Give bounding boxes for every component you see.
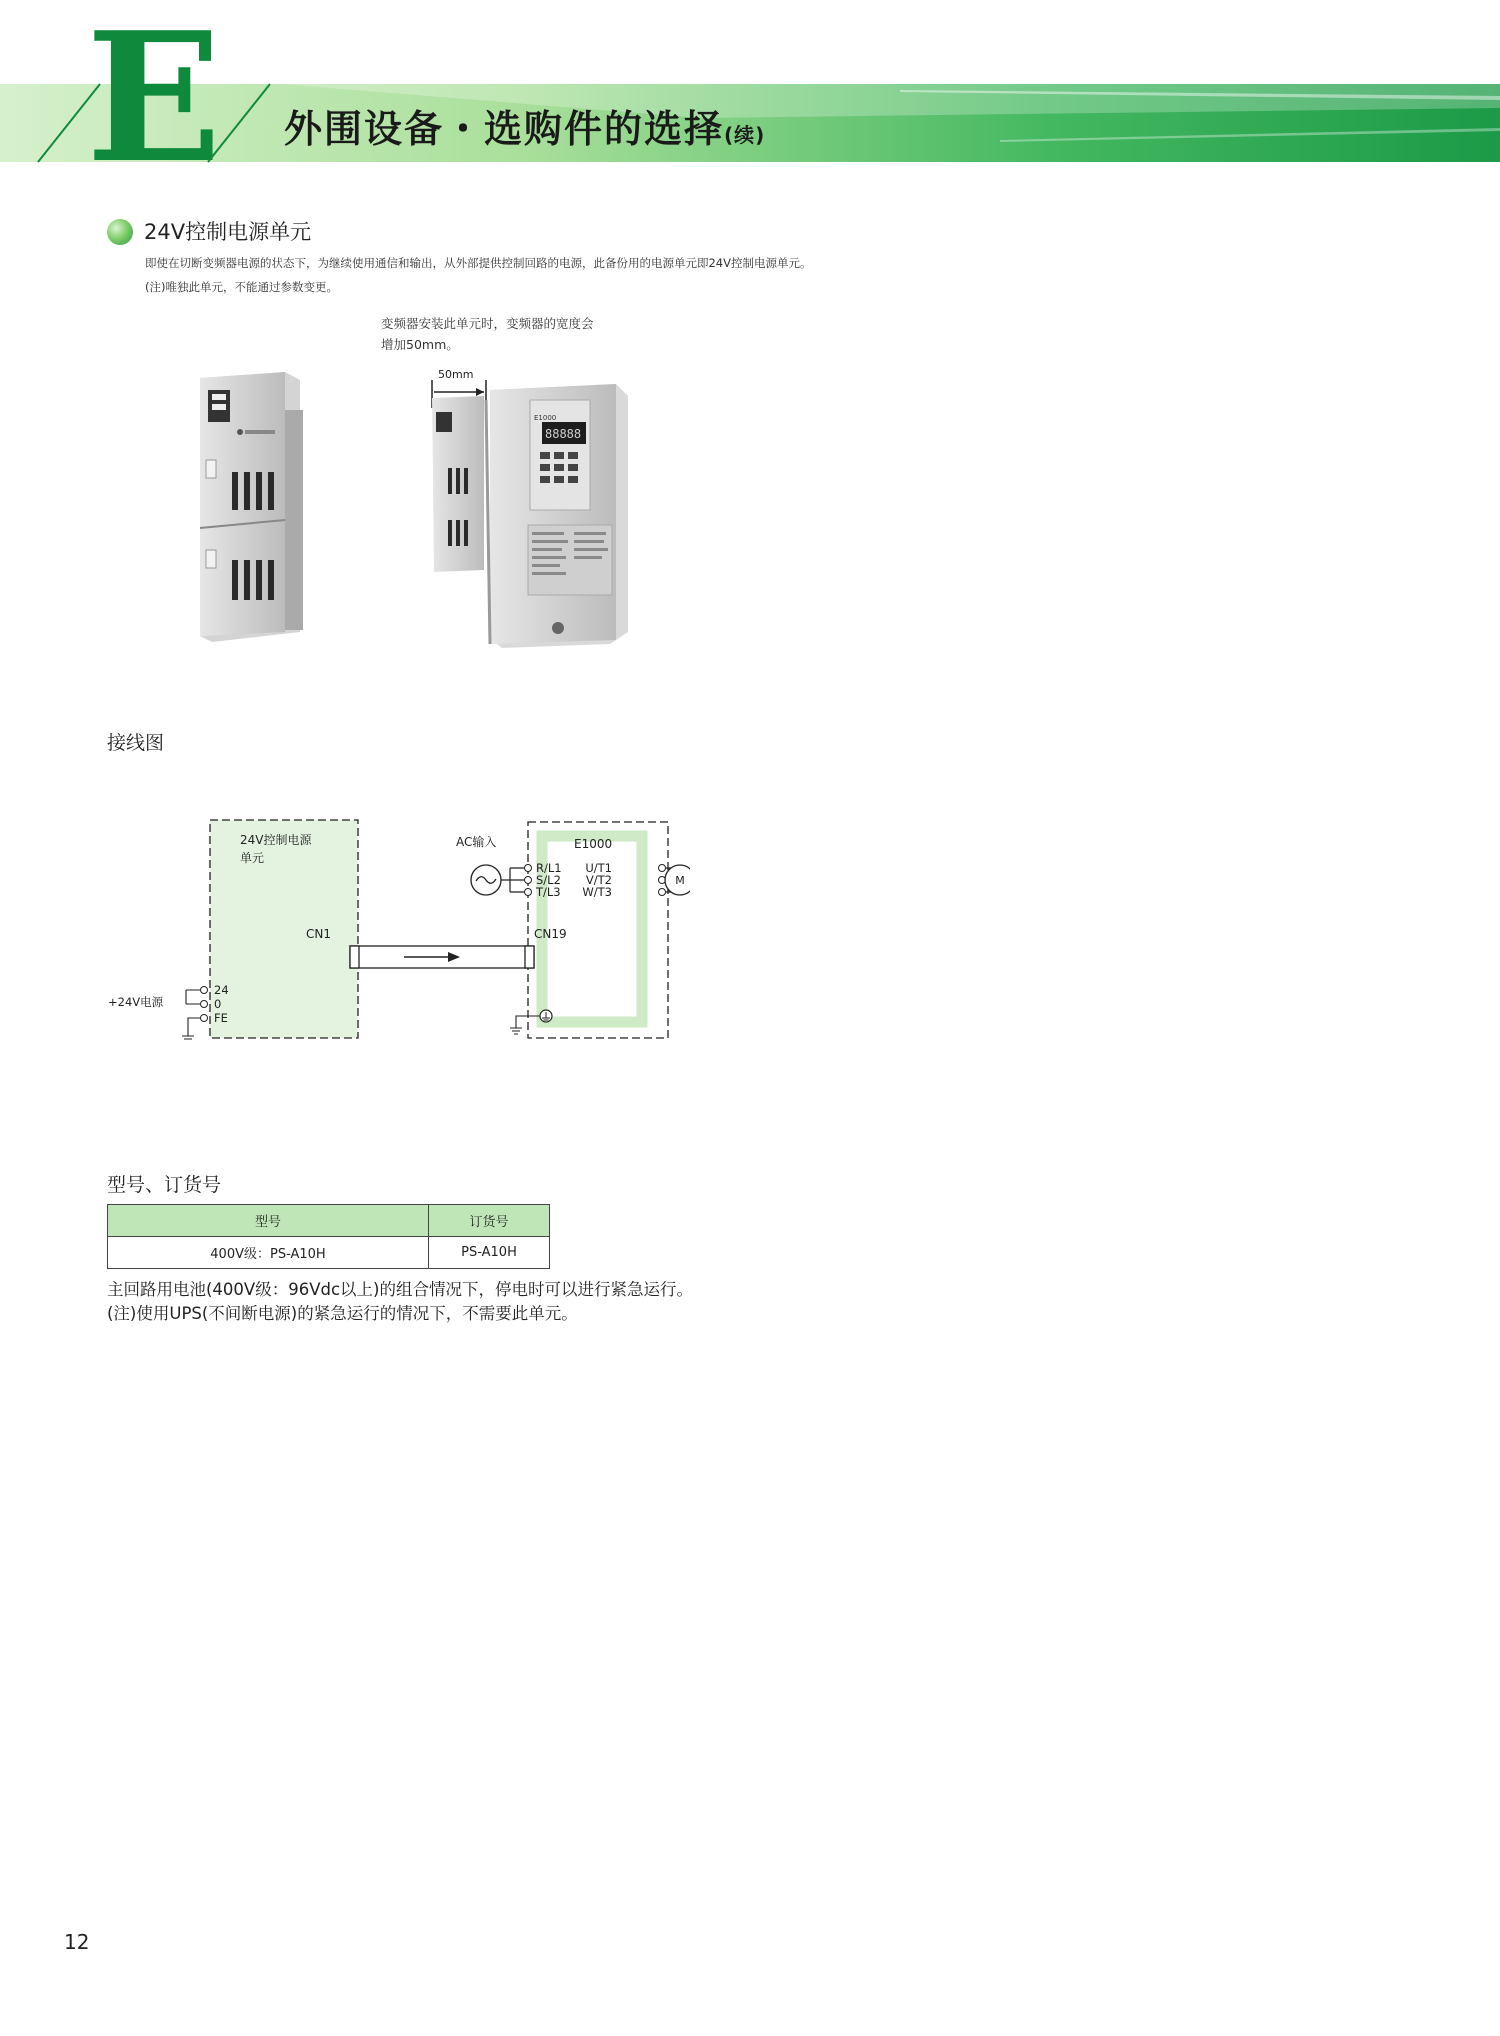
power-unit-label-2: 单元 — [240, 851, 265, 865]
terminal-u: U/T1 — [585, 861, 612, 875]
inverter-label: E1000 — [534, 414, 557, 422]
wiring-diagram — [100, 810, 690, 1060]
column-header-model: 型号 — [108, 1205, 429, 1237]
section-bullet-icon — [107, 219, 133, 245]
model-heading: 型号、订货号 — [107, 1174, 222, 1196]
power-unit-label-1: 24V控制电源 — [240, 833, 312, 847]
inverter-box-label: E1000 — [574, 837, 613, 851]
supply-terminal-24: 24 — [214, 983, 229, 997]
power-unit-box — [210, 820, 358, 1038]
table-header-row — [108, 1205, 550, 1237]
supply-label: +24V电源 — [108, 995, 164, 1009]
cn1-label: CN1 — [306, 927, 331, 941]
cn19-label: CN19 — [534, 927, 567, 941]
terminal-s: S/L2 — [536, 873, 561, 887]
section-description: 即使在切断变频器电源的状态下，为继续使用通信和输出，从外部提供控制回路的电源，此备份用的电源单元即24V控制电源单元。 — [145, 256, 812, 270]
terminal-v: V/T2 — [585, 873, 612, 887]
page-title — [284, 98, 765, 153]
table-row — [108, 1237, 550, 1269]
terminal-t: T/L3 — [536, 885, 561, 899]
image-caption-line-2: 增加50mm。 — [381, 337, 459, 352]
page-number: 12 — [64, 1930, 90, 1954]
display-readout: 88888 — [545, 427, 582, 441]
cell-order-no: PS-A10H — [429, 1237, 550, 1269]
supply-terminal-fe: FE — [214, 1011, 228, 1025]
product-photos — [190, 360, 640, 660]
image-caption-line-1: 变频器安装此单元时，变频器的宽度会 — [381, 316, 594, 331]
page-title-text: 外围设备・选购件的选择 — [284, 107, 725, 151]
supply-ground-icon — [182, 990, 200, 1039]
terminal-w: W/T3 — [582, 885, 612, 899]
supply-terminal-0: 0 — [214, 997, 222, 1011]
model-table — [107, 1204, 550, 1269]
ups-note: (注)使用UPS(不间断电源)的紧急运行的情况下，不需要此单元。 — [107, 1304, 578, 1323]
section-title: 24V控制电源单元 — [144, 220, 312, 244]
dimension-label: 50mm — [438, 368, 474, 381]
wiring-heading: 接线图 — [107, 732, 165, 754]
motor-label: M — [675, 874, 685, 887]
power-unit-photo — [200, 372, 303, 642]
terminal-r: R/L1 — [536, 861, 562, 875]
page-title-suffix: (续) — [724, 123, 766, 147]
usage-note: 主回路用电池(400V级：96Vdc以上)的组合情况下，停电时可以进行紧急运行。 — [107, 1280, 693, 1299]
ac-input-label: AC输入 — [456, 835, 497, 849]
cell-model: 400V级：PS-A10H — [108, 1237, 429, 1269]
section-note: (注)唯独此单元，不能通过参数变更。 — [145, 280, 338, 294]
header-letter: E — [86, 0, 222, 170]
column-header-order-no: 订货号 — [429, 1205, 550, 1237]
mounted-unit-photo — [432, 368, 628, 648]
